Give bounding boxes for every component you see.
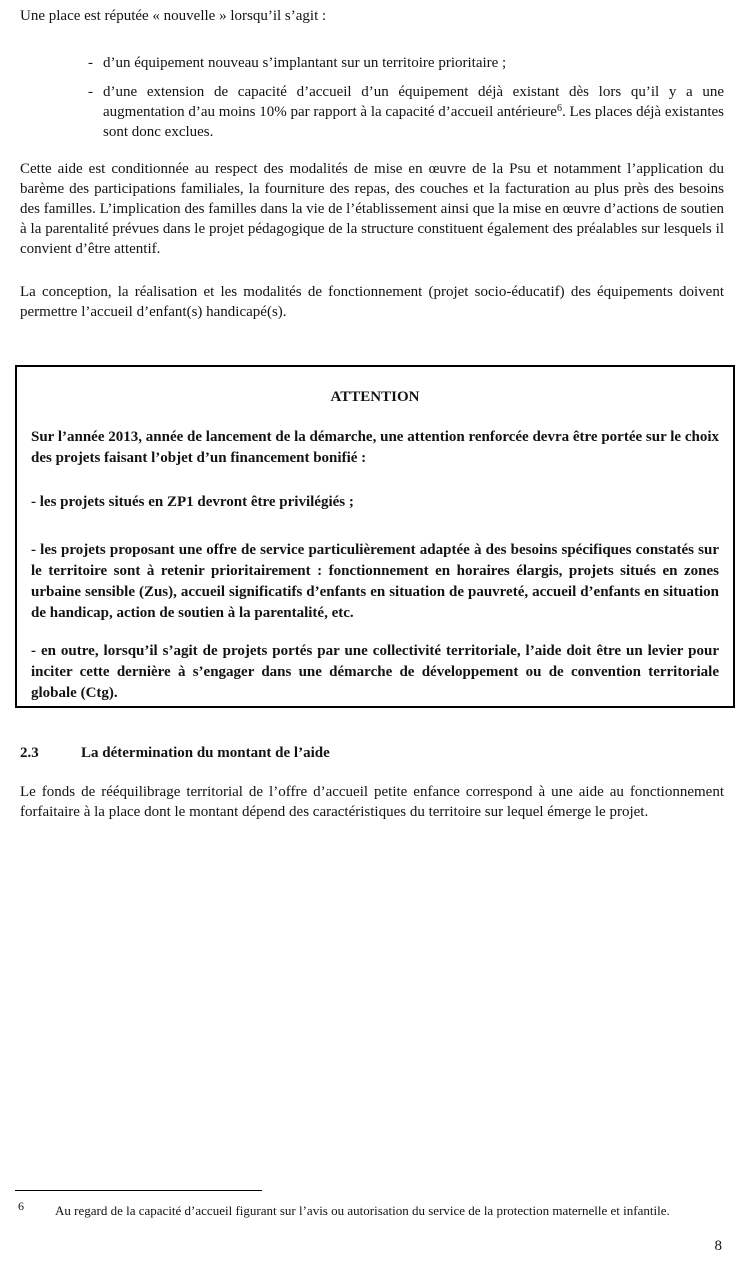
page-body [20, 0, 724, 822]
attention-box [15, 365, 735, 708]
paragraph-fonds-reequilibrage: Le fonds de rééquilibrage territorial de l’offre d’accueil petite enfance correspond à une aide au fonctionnement forfaitaire à la place dont le montant dépend des caractéristiques du territoire sur lequel émerge le projet. [20, 784, 724, 820]
attention-title: ATTENTION [330, 389, 420, 405]
list-item [20, 53, 724, 73]
list-item-text: d’un équipement nouveau s’implantant sur un territoire prioritaire ; [103, 55, 507, 71]
bullet-list [20, 53, 724, 142]
attention-item-collectivite: - en outre, lorsqu’il s’agit de projets portés par une collectivité territoriale, l’aide doit être un levier pour inciter cette dernière à s’engager dans une démarche de développement ou de convention territoriale globale (Ctg). [31, 643, 719, 701]
footnote-separator [15, 1190, 262, 1191]
attention-item-offre-service: - les projets proposant une offre de service particulièrement adaptée à des besoins spécifiques constatés sur le territoire sont à retenir prioritairement : fonctionnement en horaires élargis, projets situés en zones urbaine sensible (Zus), accueil significatifs d’enfants en situation de pauvreté, accueil d’enfants en situation de handicap, action de soutien à la parentalité, etc. [31, 542, 719, 621]
bullet-dash: - [88, 55, 93, 71]
footnote-reference: 6 [556, 103, 562, 114]
page-number: 8 [714, 1238, 722, 1254]
footnote-marker: 6 [18, 1199, 24, 1213]
section-number: 2.3 [20, 745, 39, 761]
bullet-dash: - [88, 84, 93, 100]
footnote-area [15, 1190, 725, 1220]
list-item-text-post: . Les places déjà existantes sont donc exclues. [103, 104, 724, 140]
footnote-text: Au regard de la capacité d’accueil figurant sur l’avis ou autorisation du service de la protection maternelle et infantile. [55, 1203, 670, 1218]
attention-item-zp1: - les projets situés en ZP1 devront être privilégiés ; [31, 494, 354, 510]
attention-paragraph-intro: Sur l’année 2013, année de lancement de la démarche, une attention renforcée devra être portée sur le choix des projets faisant l’objet d’un financement bonifié : [31, 429, 719, 466]
paragraph-psu-conditions: Cette aide est conditionnée au respect des modalités de mise en œuvre de la Psu et notamment l’application du barème des participations familiales, la fourniture des repas, des couches et la facturation au plus près des besoins des familles. L’implication des familles dans la vie de l’établissement ainsi que la mise en œuvre d’actions de soutien à la parentalité prévues dans le projet pédagogique de la structure constituent également des préalables sur lesquels il convient d’être attentif. [20, 161, 724, 257]
list-item [20, 82, 724, 142]
section-title: La détermination du montant de l’aide [81, 745, 330, 761]
section-heading [20, 743, 724, 763]
list-item-text [103, 82, 724, 142]
footnote [15, 1198, 725, 1220]
list-item-text-pre: d’une extension de capacité d’accueil d’un équipement déjà existant dès lors qu’il y a une augmentation d’au moins 10% par rapport à la capacité d’accueil antérieure [103, 84, 724, 120]
intro-paragraph: Une place est réputée « nouvelle » lorsqu’il s’agit : [20, 8, 327, 24]
paragraph-conception: La conception, la réalisation et les modalités de fonctionnement (projet socio-éducatif) des équipements doivent permettre l’accueil d’enfant(s) handicapé(s). [20, 284, 724, 320]
